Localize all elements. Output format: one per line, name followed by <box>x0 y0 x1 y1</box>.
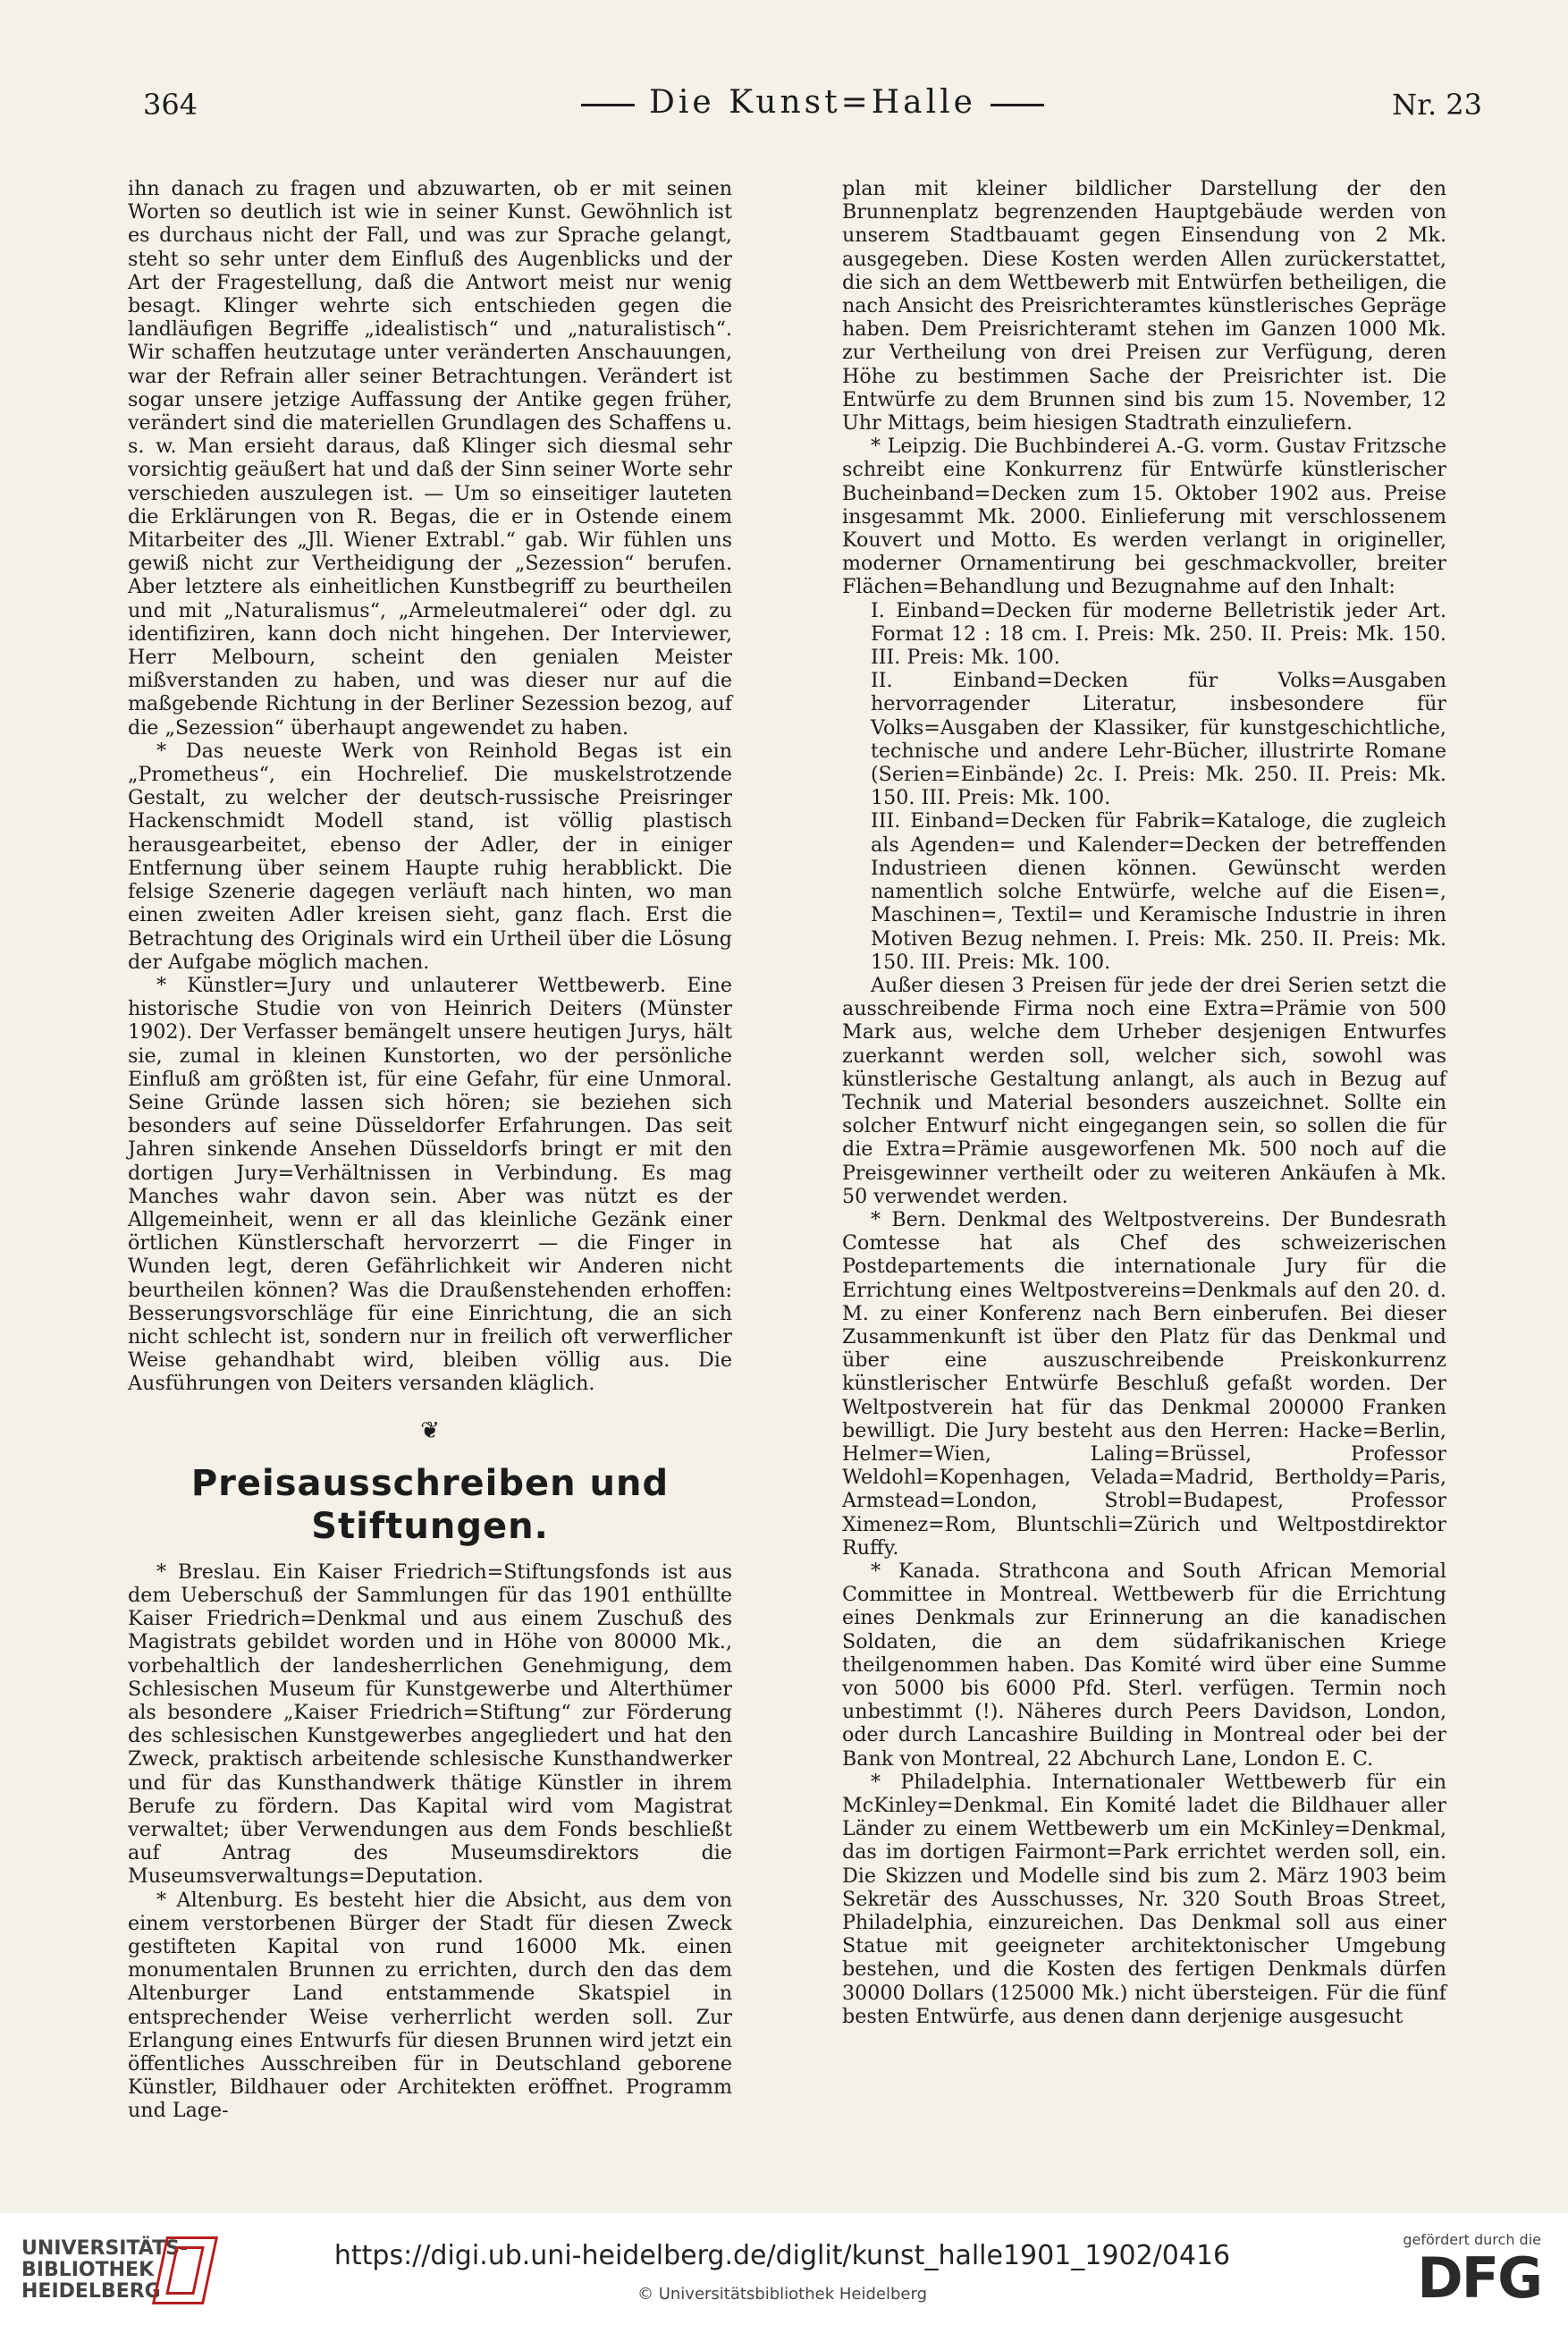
paragraph: * Breslau. Ein Kaiser Friedrich=Stiftungsfonds ist aus dem Ueberschuß der Sammlungen für das 1901 enthüllte Kaiser Friedrich=Denkmal und aus einem Zuschuß des Magistrats gebildet worden und in Höhe von 80000 Mk., vorbehaltlich der landesherrlichen Genehmigung, dem Schlesischen Museum für Kunstgewerbe und Alterthümer als besondere „Kaiser Friedrich=Stiftung“ zur Förderung des schlesischen Kunstgewerbes angegliedert und hat den Zweck, praktisch arbeitende schlesische Kunsthandwerker und für das Kunsthandwerk thätige Künstler in ihrem Berufe zu fördern. Das Kapital wird vom Magistrat verwaltet; über Verwendungen aus dem Fonds beschließt auf Antrag des Museumsdirektors die Museumsverwaltungs=Deputation. <box>128 1560 732 1889</box>
paragraph: * Philadelphia. Internationaler Wettbewerb für ein McKinley=Denkmal. Ein Komité ladet die Bildhauer aller Länder zu einem Wettbewerb um ein McKinley=Denkmal, das im dortigen Fairmont=Park errichtet werden soll, ein. Die Skizzen und Modelle sind bis zum 2. März 1903 beim Sekretär des Ausschusses, Nr. 320 South Broas Street, Philadelphia, einzureichen. Das Denkmal soll aus einer Statue mit geeigneter architektonischer Umgebung bestehen, und die Kosten des fertigen Denkmals dürfen 30000 Dollars (125000 Mk.) nicht übersteigen. Für die fünf besten Entwürfe, aus denen dann derjenige ausgesucht <box>842 1770 1446 2028</box>
copyright-notice: © Universitätsbibliothek Heidelberg <box>636 2285 927 2304</box>
permalink-url[interactable]: https://digi.ub.uni-heidelberg.de/diglit/kunst_halle1901_1902/0416 <box>333 2240 1231 2271</box>
page-number: 364 <box>143 88 198 122</box>
journal-title-text: Die Kunst=Halle <box>649 84 976 121</box>
library-name-line: BIBLIOTHEK <box>21 2259 155 2281</box>
digitization-footer <box>0 2213 1568 2325</box>
paragraph: * Das neueste Werk von Reinhold Begas ist ein „Prometheus“, ein Hochrelief. Die muskelstrotzende Gestalt, zu welcher der deutsch-russische Preisringer Hackenschmidt Modell stand, ist völlig plastisch herausgearbeitet, ebenso der Adler, der in einiger Entfernung über seinem Haupte ruhig herabblickt. Die felsige Szenerie dagegen verläuft nach hinten, wo man einen zweiten Adler kreisen sieht, ganz flach. Erst die Betrachtung des Originals wird ein Urtheil über die Lösung der Aufgabe möglich machen. <box>128 739 732 974</box>
paragraph: * Kanada. Strathcona and South African Memorial Committee in Montreal. Wettbewerb für die Errichtung eines Denkmals zur Erinnerung an die kanadischen Soldaten, die an dem südafrikanischen Kriege theilgenommen haben. Das Komité wird über eine Summe von 5000 bis 6000 Pfd. Sterl. verfügen. Termin noch unbestimmt (!). Näheres durch Peers Davidson, London, oder durch Lancashire Building in Montreal oder bei der Bank von Montreal, 22 Abchurch Lane, London E. C. <box>842 1559 1446 1771</box>
right-column <box>842 177 1446 2028</box>
paragraph: * Künstler=Jury und unlauterer Wettbewerb. Eine historische Studie von von Heinrich Deiters (Münster 1902). Der Verfasser bemängelt unsere heutigen Jurys, hält sie, zumal in kleinen Kunstorten, wo der persönliche Einfluß am größten ist, für eine Gefahr, für eine Unmoral. Seine Gründe lassen sich hören; sie beziehen sich besonders auf seine Düsseldorfer Erfahrungen. Das seit Jahren sinkende Ansehen Düsseldorfs bringt er mit den dortigen Jury=Verhältnissen in Verbindung. Es mag Manches wahr davon sein. Aber was nützt es der Allgemeinheit, wenn er all das kleinliche Gezänk einer örtlichen Künstlerschaft hervorzerrt — die Finger in Wunden legt, deren Gefährlichkeit wir Anderen nicht beurtheilen können? Was die Draußenstehenden erhoffen: Besserungsvorschläge für eine Einrichtung, die an sich nicht schlecht ist, sondern nur in freilich oft verwerflicher Weise gehandhabt wird, bleiben völlig aus. Die Ausführungen von Deiters versanden kläglich. <box>128 973 732 1396</box>
fleuron-ornament: ❦ <box>420 1416 440 1444</box>
paragraph: ihn danach zu fragen und abzuwarten, ob er mit seinen Worten so deutlich ist wie in seiner Kunst. Gewöhnlich ist es durchaus nicht der Fall, und was zur Sprache gelangt, steht so sehr unter dem Einfluß des Augenblicks und der Art der Fragestellung, daß die Antwort meist nur wenig besagt. Klinger wehrte sich entschieden gegen die landläufigen Begriffe „idealistisch“ und „naturalistisch“. Wir schaffen heutzutage unter veränderten Anschauungen, war der Refrain aller seiner Betrachtungen. Verändert ist sogar unsere jetzige Auffassung der Antike gegen früher, verändert sind die materiellen Grundlagen des Schaffens u. s. w. Man ersieht daraus, daß Klinger sich diesmal sehr vorsichtig geäußert hat und daß der Sinn seiner Worte sehr verschieden auszulegen ist. — Um so einseitiger lauteten die Erklärungen von R. Begas, die er in Ostende einem Mitarbeiter des „Jll. Wiener Extrabl.“ gab. Wir fühlen uns gewiß nicht zur Vertheidigung der „Sezession“ berufen. Aber letztere als einheitlichen Kunstbegriff zu beurtheilen und mit „Naturalismus“, „Armeleutmalerei“ oder dgl. zu identifiziren, kann doch nicht hingehen. Der Interviewer, Herr Melbourn, scheint den genialen Meister mißverstanden zu haben, und was dieser nur auf die maßgebende Richtung in der Berliner Sezession bezog, auf die „Sezession“ überhaupt angewendet zu haben. <box>128 177 732 740</box>
left-column <box>128 177 732 2123</box>
header-ornament-right <box>991 104 1044 106</box>
category-item: I. Einband=Decken für moderne Belletristik jeder Art. Format 12 : 18 cm. I. Preis: Mk. 250. II. Preis: Mk. 150. III. Preis: Mk. 100. <box>871 598 1446 670</box>
page-header <box>143 84 1482 129</box>
paragraph: * Altenburg. Es besteht hier die Absicht, aus dem von einem verstorbenen Bürger der Stadt für diesen Zweck gestifteten Kapital von rund 16000 Mk. einen monumentalen Brunnen zu errichten, durch den das dem Altenburger Land entstammende Skatspiel in entsprechender Weise verherrlicht werden soll. Zur Erlangung eines Entwurfs für diesen Brunnen wird jetzt ein öffentliches Ausschreiben für in Deutschland geborene Künstler, Bildhauer oder Architekten eröffnet. Programm und Lage- <box>128 1888 732 2123</box>
section-heading: Preisausschreiben und Stiftungen. <box>190 1462 670 1547</box>
category-item: III. Einband=Decken für Fabrik=Kataloge, die zugleich als Agenden= und Kalender=Decken der betreffenden Industrieen dienen können. Gewünscht werden namentlich solche Entwürfe, welche auf die Eisen=, Maschinen=, Textil= und Keramische Industrie in ihren Motiven Bezug nehmen. I. Preis: Mk. 250. II. Preis: Mk. 150. III. Preis: Mk. 100. <box>871 809 1446 974</box>
library-name-line: HEIDELBERG <box>21 2280 161 2303</box>
paragraph: * Bern. Denkmal des Weltpostvereins. Der Bundesrath Comtesse hat als Chef des schweizerischen Postdepartements die internationale Jury für die Errichtung eines Weltpostvereins=Denkmals auf den 20. d. M. zu einer Konferenz nach Bern einberufen. Bei dieser Zusammenkunft ist über den Platz für das Denkmal und über eine auszuschreibende Preiskonkurrenz künstlerischer Entwürfe Beschluß gefaßt worden. Der Weltpostverein hat für das Denkmal 200000 Franken bewilligt. Die Jury besteht aus den Herren: Hacke=Berlin, Helmer=Wien, Laling=Brüssel, Professor Weldohl=Kopenhagen, Velada=Madrid, Bertholdy=Paris, Armstead=London, Strobl=Budapest, Professor Ximenez=Rom, Bluntschli=Zürich und Weltpostdirektor Ruffy. <box>842 1207 1446 1560</box>
funding-note: gefördert durch die <box>1403 2231 1541 2248</box>
issue-number: Nr. 23 <box>1392 88 1482 122</box>
journal-title <box>143 84 1482 121</box>
category-item: II. Einband=Decken für Volks=Ausgaben hervorragender Literatur, insbesondere für Volks=Ausgaben der Klassiker, für kunstgeschichtliche, technische und andere Lehr-Bücher, illustrirte Romane (Serien=Einbände) 2c. I. Preis: Mk. 250. II. Preis: Mk. 150. III. Preis: Mk. 100. <box>871 669 1446 810</box>
dfg-logo: DFG <box>1417 2245 1541 2311</box>
library-name-line: UNIVERSITÄTS- <box>21 2237 189 2260</box>
paragraph: * Leipzig. Die Buchbinderei A.-G. vorm. Gustav Fritzsche schreibt eine Konkurrenz für Entwürfe künstlerischer Bucheinband=Decken zum 15. Oktober 1902 aus. Preise insgesammt Mk. 2000. Einlieferung mit verschlossenem Kouvert und Motto. Es werden verlangt in origineller, moderner Ornamentirung bei geschmackvoller, breiter Flächen=Behandlung und Bezugnahme auf den Inhalt: <box>842 435 1446 599</box>
paragraph: Außer diesen 3 Preisen für jede der drei Serien setzt die ausschreibende Firma noch eine Extra=Prämie von 500 Mark aus, welche dem Urheber desjenigen Entwurfes zuerkannt werden soll, welcher sich, sowohl was künstlerische Gestaltung anlangt, als auch in Bezug auf Technik und Material besonders auszeichnet. Sollte ein solcher Entwurf nicht eingegangen sein, so sollen die für die Extra=Prämie ausgeworfenen Mk. 500 noch auf die Preisgewinner vertheilt oder zu weiteren Ankäufen à Mk. 50 verwendet werden. <box>842 973 1446 1208</box>
paragraph: plan mit kleiner bildlicher Darstellung der den Brunnenplatz begrenzenden Hauptgebäude werden von unserem Stadtbauamt gegen Einsendung von 2 Mk. ausgegeben. Diese Kosten werden Allen zurückerstattet, die sich an dem Wettbewerb mit Entwürfen betheiligen, die nach Ansicht des Preisrichteramtes künstlerisches Gepräge haben. Dem Preisrichteramt stehen im Ganzen 1000 Mk. zur Vertheilung von drei Preisen zur Verfügung, deren Höhe zu bestimmen Sache der Preisrichter ist. Die Entwürfe zu dem Brunnen sind bis zum 15. November, 12 Uhr Mittags, beim hiesigen Stadtrath einzuliefern. <box>842 177 1446 435</box>
header-ornament-left <box>581 104 635 106</box>
